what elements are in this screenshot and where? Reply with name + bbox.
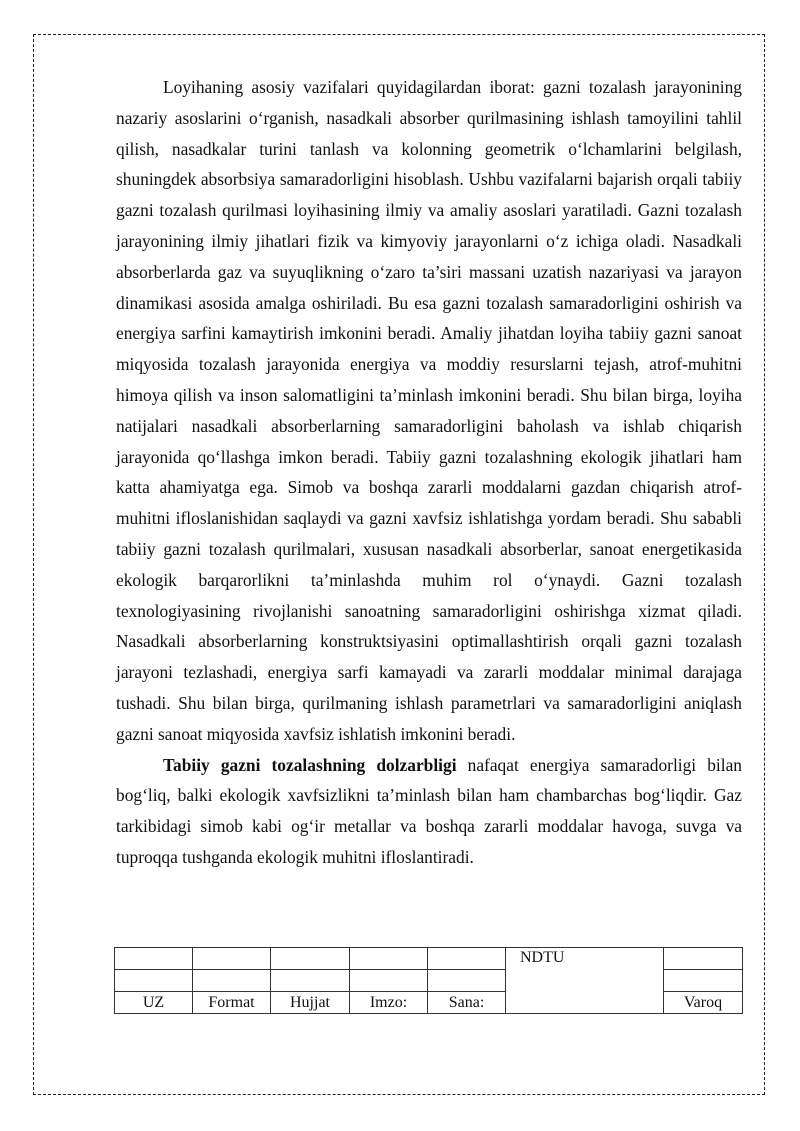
- paragraph-2-text: nafaqat energiya samaradorligi bilan bog‘liq, balki ekologik xavfsizlikni ta’minlash bilan ham chambarchas bog‘liqdir. Gaz tarkibidagi simob kabi og‘ir metallar va boshqa zararli moddalar havoga, suvga va tuproqqa tushganda ekologik muhitni ifloslantiradi.: [116, 754, 743, 867]
- organization-cell: NDTU: [506, 948, 664, 1014]
- header-format: Format: [193, 992, 271, 1014]
- title-block-row: [115, 948, 743, 970]
- title-block-cell: [271, 970, 350, 992]
- header-sheet: Varoq: [664, 992, 743, 1014]
- title-block-cell: [350, 970, 428, 992]
- title-block-cell: [271, 948, 350, 970]
- title-block-cell: [115, 970, 193, 992]
- sheet-number-cell: [664, 948, 743, 970]
- title-block-cell: [193, 970, 271, 992]
- paragraph-2-bold: Tabiiy gazni tozalashning dolzarbligi: [163, 754, 457, 775]
- paragraph-2: [116, 750, 742, 873]
- header-document: Hujjat: [271, 992, 350, 1014]
- header-date: Sana:: [428, 992, 506, 1014]
- paragraph-1-text: Loyihaning asosiy vazifalari quyidagilardan iborat: gazni tozalash jarayonining nazariy asoslarini o‘rganish, nasadkali absorber qurilmasining ishlash tamoyilini tahlil qilish, nasadkalar turini tanlash va kolonning geometrik o‘lchamlarini belgilash, shuningdek absorbsiya samaradorligini hisoblash. Ushbu vazifalarni bajarish orqali tabiiy gazni tozalash qurilmasi loyihasining ilmiy va amaliy asoslari yaratiladi. Gazni tozalash jarayonining ilmiy jihatlari fizik va kimyoviy jarayonlarni o‘z ichiga oladi. Nasadkali absorberlarda gaz va suyuqlikning o‘zaro ta’siri massani uzatish nazariyasi va jarayon dinamikasi asosida amalga oshiriladi. Bu esa gazni tozalash samaradorligini oshirish va energiya sarfini kamaytirish imkonini beradi. Amaliy jihatdan loyiha tabiiy gazni sanoat miqyosida tozalash jarayonida energiya va moddiy resurslarni tejash, atrof-muhitni himoya qilish va inson salomatligini ta’minlash imkonini beradi. Shu bilan birga, loyiha natijalari nasadkali absorberlarning samaradorligini baholash va ishlab chiqarish jarayonida qo‘llashga imkon beradi. Tabiiy gaznі tozalashning ekologik jihatlari ham katta ahamiyatga ega. Simob va boshqa zararli moddalarni gazdan chiqarish atrof-muhitni ifloslanishidan saqlaydi va gazni xavfsiz ishlatishga yordam beradi. Shu sababli tabiiy gazni tozalash qurilmalari, xususan nasadkali absorberlar, sanoat energetikasida ekologik barqarorlikni ta’minlashda muhim rol o‘ynaydi. Gazni tozalash texnologiyasining rivojlanishi sanoatning samaradorligini oshirishga xizmat qiladi. Nasadkali absorberlarning konstruktsiyasini optimallashtirish orqali gazni tozalash jarayoni tezlashadi, energiya sarfi kamayadi va zararli moddalar minimal darajaga tushadi. Shu bilan birga, qurilmaning ishlash parametrlari va samaradorligini aniqlash gazni sanoat miqyosida xavfsiz ishlatish imkonini beradi.: [116, 77, 742, 744]
- document-body: [116, 72, 742, 873]
- title-block-table: [114, 947, 743, 1014]
- paragraph-1: [116, 72, 742, 750]
- header-signature: Imzo:: [350, 992, 428, 1014]
- title-block-cell: [664, 970, 743, 992]
- title-block-cell: [428, 970, 506, 992]
- header-uz: UZ: [115, 992, 193, 1014]
- title-block-cell: [193, 948, 271, 970]
- title-block-cell: [428, 948, 506, 970]
- title-block-cell: [350, 948, 428, 970]
- title-block-cell: [115, 948, 193, 970]
